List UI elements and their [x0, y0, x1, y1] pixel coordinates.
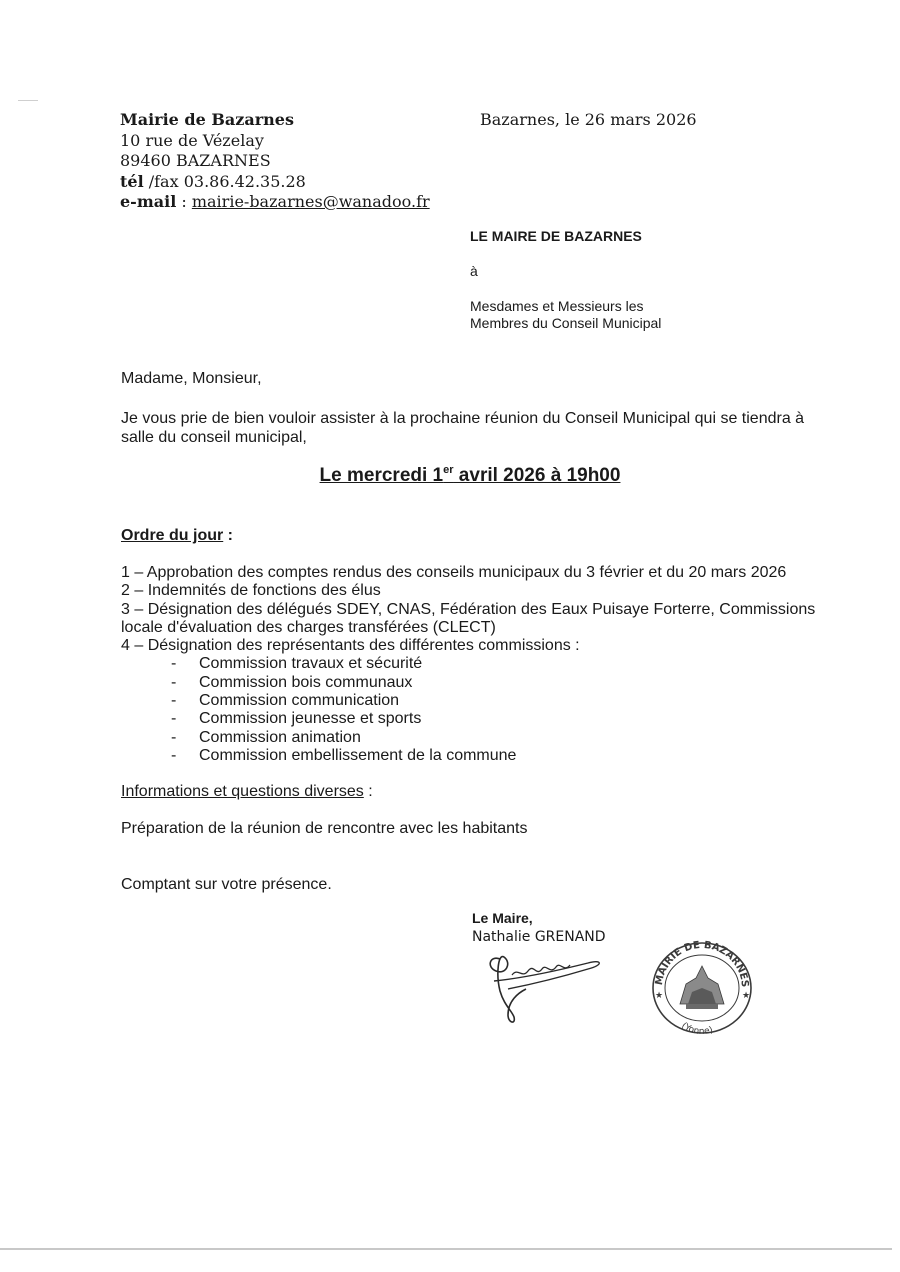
commission-item: - Commission bois communaux: [121, 674, 831, 692]
intro-paragraph: [121, 409, 821, 447]
meeting-date-heading: Le mercredi 1er avril 2026 à 19h00: [319, 464, 621, 486]
agenda-item-3-cont: locale d'évaluation des charges transférées (CLECT): [121, 618, 496, 636]
signatory-title: Le Maire,: [472, 910, 533, 926]
recipient-to: à: [470, 263, 478, 279]
closing-line: Comptant sur votre présence.: [121, 876, 332, 893]
stamp-graphic: [646, 938, 758, 1036]
info-text: Préparation de la réunion de rencontre avec les habitants: [121, 820, 528, 837]
agenda-item-1: 1 – Approbation des comptes rendus des conseils municipaux du 3 février et du 20 mars 2026: [121, 564, 787, 581]
recipient-line2: Membres du Conseil Municipal: [470, 315, 662, 331]
recipient-line1: Mesdames et Messieurs les: [470, 298, 644, 314]
agenda-item-2: 2 – Indemnités de fonctions des élus: [121, 582, 381, 600]
commission-item: - Commission animation: [121, 729, 831, 747]
intro-line2: salle du conseil municipal,: [121, 429, 307, 446]
sender-city: 89460 BAZARNES: [120, 151, 271, 170]
agenda-item-3: 3 – Désignation des délégués SDEY, CNAS, Fédération des Eaux Puisaye Forterre, Commissions: [121, 600, 816, 618]
sender-street: 10 rue de Vézelay: [120, 130, 264, 150]
email-link[interactable]: mairie-bazarnes@wanadoo.fr: [191, 192, 430, 211]
sender-phone: tél /fax 03.86.42.35.28: [120, 171, 306, 191]
agenda-list: [121, 564, 831, 765]
agenda-title: Ordre du jour :: [121, 527, 234, 544]
date-line: Bazarnes, le 26 mars 2026: [480, 110, 697, 129]
commission-item: - Commission embellissement de la commune: [121, 747, 831, 765]
commission-item: - Commission travaux et sécurité: [121, 655, 831, 673]
official-stamp: [646, 938, 758, 1036]
scan-mark: [18, 100, 38, 101]
sender-email: e-mail : mairie-bazarnes@wanadoo.fr: [120, 192, 430, 211]
commission-item: - Commission communication: [121, 692, 831, 710]
svg-text:MAIRIE DE BAZARNES: MAIRIE DE BAZARNES: [653, 939, 751, 988]
handwritten-signature: [478, 945, 608, 1025]
agenda-item-4: 4 – Désignation des représentants des différentes commissions :: [121, 637, 580, 655]
page-bottom-rule: [0, 1248, 892, 1250]
salutation: Madame, Monsieur,: [121, 370, 262, 387]
recipient-from: LE MAIRE DE BAZARNES: [470, 228, 642, 244]
signatory-name: Nathalie GRENAND: [472, 929, 606, 945]
intro-line1: Je vous prie de bien vouloir assister à la prochaine réunion du Conseil Municipal qui se tiendra à: [121, 410, 805, 427]
svg-text:(Yonne): (Yonne): [679, 1021, 715, 1036]
commission-item: - Commission jeunesse et sports: [121, 710, 831, 728]
svg-text:★: ★: [742, 990, 751, 1000]
info-title: Informations et questions diverses :: [121, 783, 373, 800]
svg-text:★: ★: [655, 990, 664, 1000]
sender-name: Mairie de Bazarnes: [120, 110, 294, 129]
sender-block: [120, 110, 430, 213]
recipient-block: [470, 228, 661, 332]
